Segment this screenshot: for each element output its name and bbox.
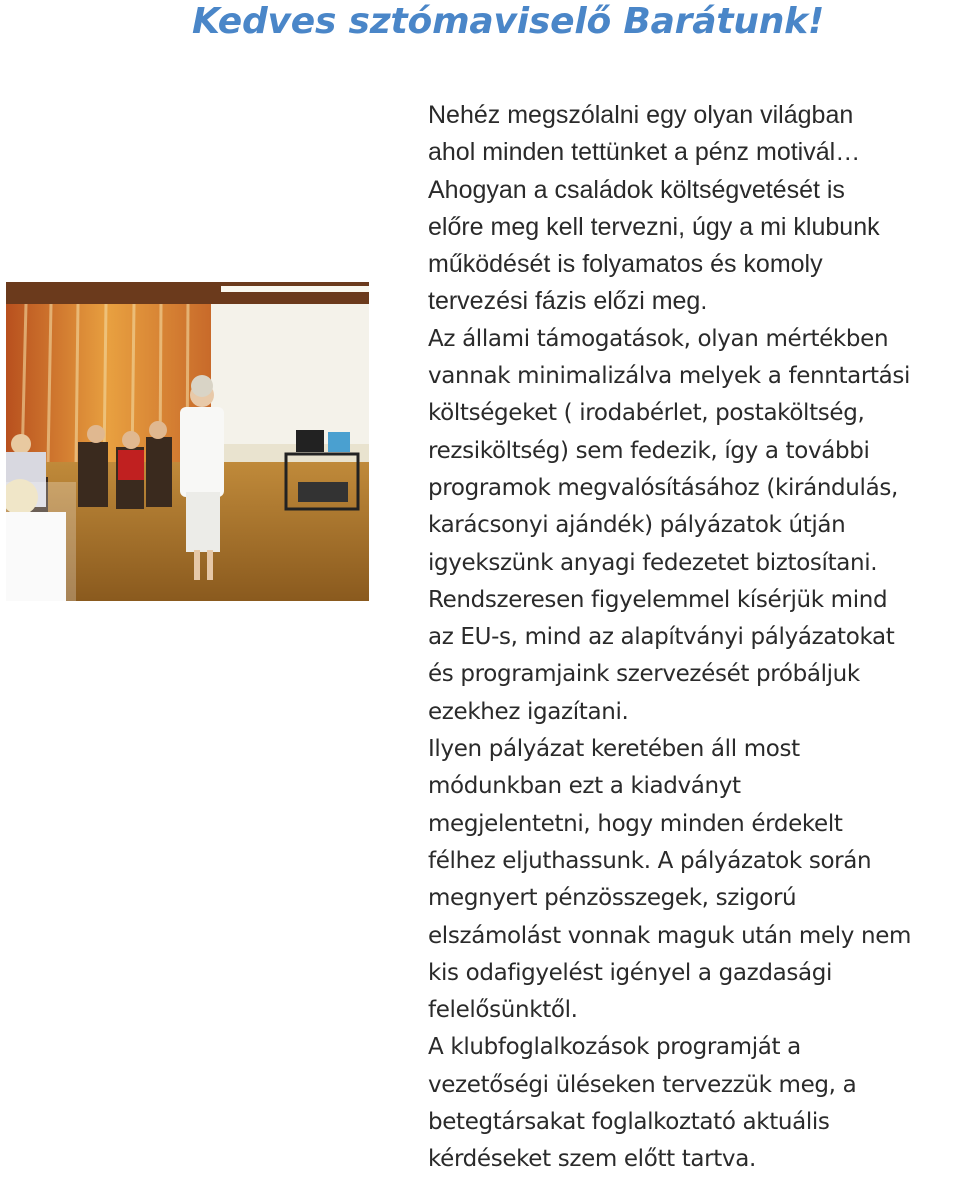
text-line: és programjaink szervezését próbáljuk <box>428 661 860 688</box>
text-line: kis odafigyelést igényel a gazdasági <box>428 959 832 986</box>
text-line: Nehéz megszólalni egy olyan világban <box>428 101 854 129</box>
paragraph-intro <box>428 97 960 321</box>
article-body <box>428 97 960 1179</box>
text-line: vannak minimalizálva melyek a fenntartási <box>428 363 911 390</box>
text-line: Az állami támogatások, olyan mértékben <box>428 325 889 352</box>
text-line: Rendszeresen figyelemmel kísérjük mind <box>428 586 888 613</box>
text-line: felelősünktől. <box>428 997 578 1024</box>
text-line: A klubfoglalkozások programját a <box>428 1034 801 1061</box>
text-line: betegtársakat foglalkoztató aktuális <box>428 1109 830 1136</box>
text-line: karácsonyi ajándék) pályázatok útján <box>428 512 846 539</box>
text-line: Ilyen pályázat keretében áll most <box>428 736 800 763</box>
text-line: módunkban ezt a kiadványt <box>428 773 741 800</box>
text-line: megjelentetni, hogy minden érdekelt <box>428 810 843 837</box>
text-line: rezsiköltség) sem fedezik, így a további <box>428 437 870 464</box>
text-line: megnyert pénzösszegek, szigorú <box>428 885 797 912</box>
text-line: programok megvalósításához (kirándulás, <box>428 474 898 501</box>
page-title: Kedves sztómaviselő Barátunk! <box>192 1 825 42</box>
text-line: vezetőségi üléseken tervezzük meg, a <box>428 1071 857 1098</box>
text-line: költségeket ( irodabérlet, postaköltség, <box>428 400 865 427</box>
text-line: igyekszünk anyagi fedezetet biztosítani. <box>428 549 878 576</box>
paragraph-club-programs <box>428 1029 960 1178</box>
text-line: ahol minden tettünket a pénz motivál… <box>428 138 861 167</box>
paragraph-grants <box>428 582 960 731</box>
text-line: előre meg kell tervezni, úgy a mi klubunk <box>428 212 880 241</box>
text-line: Ahogyan a családok költségvetését is <box>428 175 845 204</box>
text-line: tervezési fázis előzi meg. <box>428 287 708 316</box>
text-line: működését is folyamatos és komoly <box>428 250 823 279</box>
paragraph-publication <box>428 731 960 1029</box>
text-line: az EU-s, mind az alapítványi pályázatokat <box>428 624 895 651</box>
text-line: félhez eljuthassunk. A pályázatok során <box>428 847 872 874</box>
text-line: ezekhez igazítani. <box>428 698 629 725</box>
text-line: kérdéseket szem előtt tartva. <box>428 1146 756 1173</box>
meeting-photo <box>6 282 369 601</box>
text-line: elszámolást vonnak maguk után mely nem <box>428 922 912 949</box>
paragraph-funding <box>428 321 960 582</box>
